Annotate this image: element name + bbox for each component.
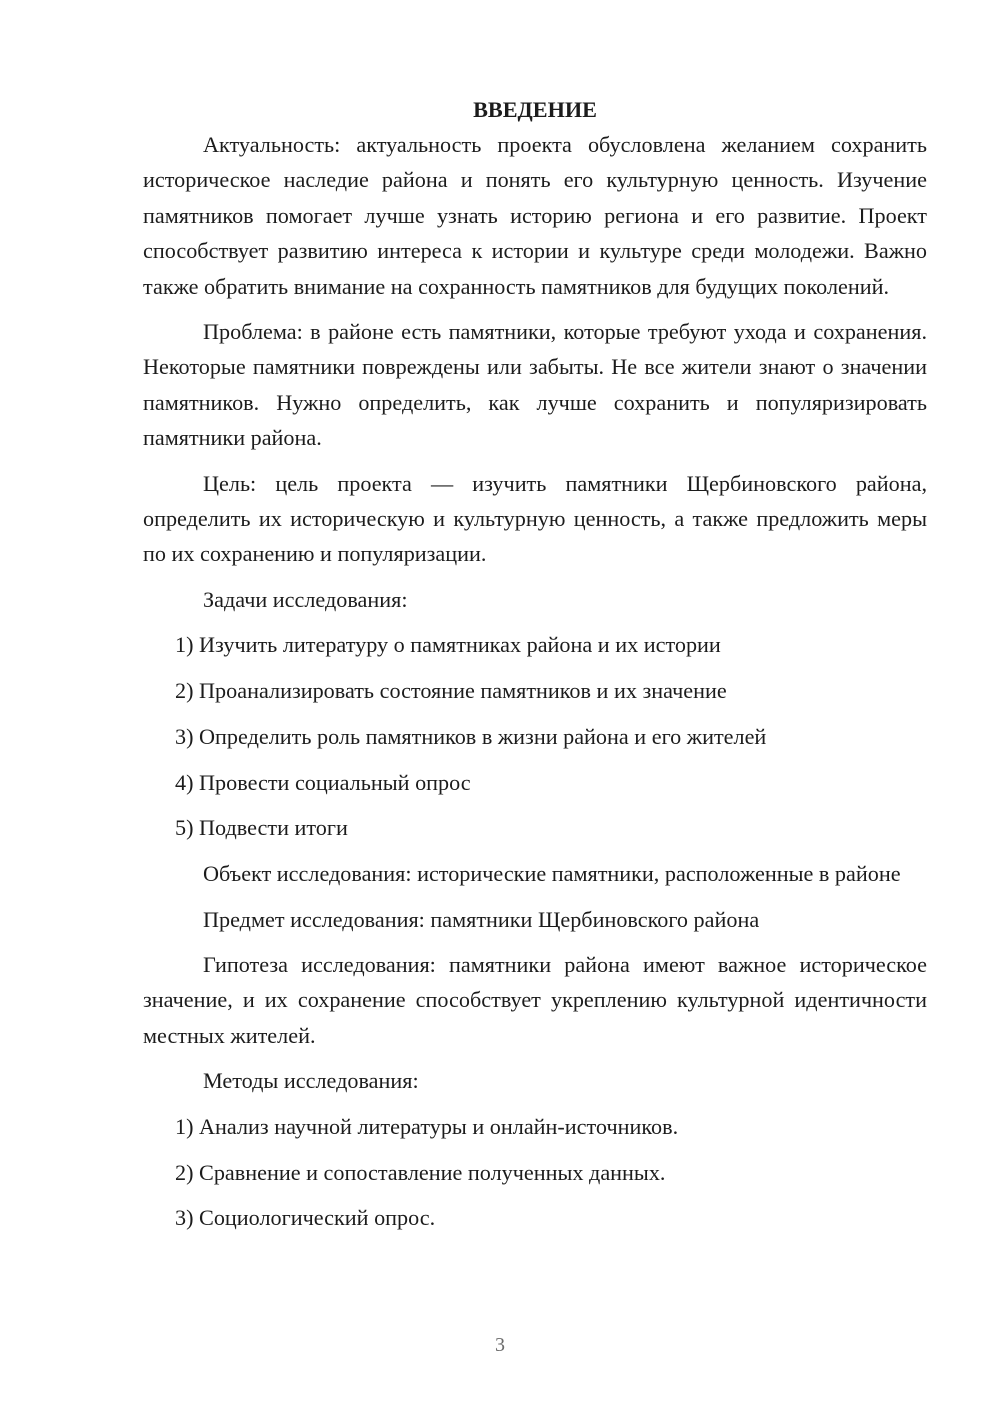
relevance-paragraph: Актуальность: актуальность проекта обусловлена желанием сохранить историческое наследие района и понять его культурную ценность. Изучение памятников помогает лучше узнать историю региона и его развитие. Проект способствует развитию интереса к истории и культуре среди молодежи. Важно также обратить внимание на сохранность памятников для будущих поколений.	[143, 132, 927, 299]
document-page	[143, 94, 927, 1246]
page-number: 3	[495, 1334, 505, 1356]
task-item-5: 5) Подвести итоги	[175, 815, 348, 841]
tasks-title: Задачи исследования:	[203, 586, 408, 612]
task-item-3: 3) Определить роль памятников в жизни района и его жителей	[175, 723, 767, 749]
method-item-1: 1) Анализ научной литературы и онлайн-источников.	[175, 1113, 679, 1139]
subject-paragraph: Предмет исследования: памятники Щербиновского района	[203, 906, 760, 932]
task-item-4: 4) Провести социальный опрос	[175, 769, 471, 795]
section-heading: ВВЕДЕНИЕ	[473, 97, 597, 122]
methods-title: Методы исследования:	[203, 1068, 419, 1094]
task-item-1: 1) Изучить литературу о памятниках района и их истории	[175, 632, 721, 658]
hypothesis-paragraph: Гипотеза исследования: памятники района имеют важное историческое значение, и их сохранение способствует укреплению культурной идентичности местных жителей.	[143, 952, 927, 1048]
method-item-2: 2) Сравнение и сопоставление полученных данных.	[175, 1159, 666, 1185]
problem-paragraph: Проблема: в районе есть памятники, которые требуют ухода и сохранения. Некоторые памятники повреждены или забыты. Не все жители знают о значении памятников. Нужно определить, как лучше сохранить и популяризировать памятники района.	[143, 319, 927, 451]
object-paragraph: Объект исследования: исторические памятники, расположенные в районе	[203, 861, 901, 887]
method-item-3: 3) Социологический опрос.	[175, 1205, 436, 1231]
goal-paragraph: Цель: цель проекта — изучить памятники Щербиновского района, определить их историческую и культурную ценность, а также предложить меры по их сохранению и популяризации.	[143, 470, 927, 567]
task-item-2: 2) Проанализировать состояние памятников и их значение	[175, 678, 727, 704]
